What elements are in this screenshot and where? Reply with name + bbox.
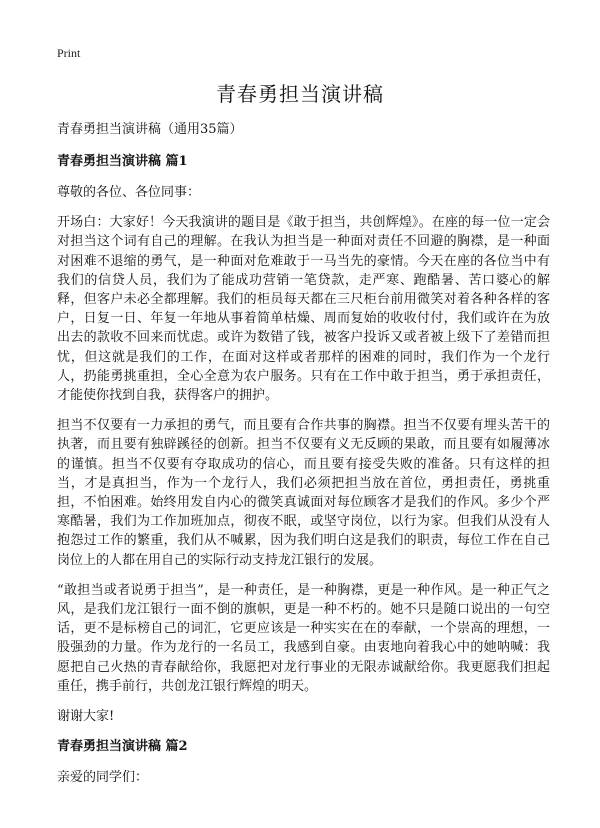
paragraph: “敢担当或者说勇于担当”，是一种责任，是一种胸襟，更是一种作风。是一种正气之风，是我们龙江银行一面不倒的旗帜，更是一种不朽的。她不只是随口说出的一句空话，更不是标榜自己的词汇，它更应该是一种实实在在的奉献，一个崇高的理想，一股强劲的力量。作为龙行的一名员工，我感到自豪。由衷地向着我心中的她呐喊：我愿把自己火热的青春献给你，我愿把对龙行事业的无限赤诚献给你。我更愿我们担起重任，携手前行，共创龙江银行辉煌的明天。 (57, 582, 550, 694)
section-1 (57, 152, 550, 726)
paragraph: 担当不仅要有一力承担的勇气，而且要有合作共事的胸襟。担当不仅要有埋头苦干的执著，而且要有独辟蹊径的创新。担当不仅要有义无反顾的果敢，而且要有如履薄冰的谨慎。担当不仅要有夺取成功的信心，而且要有接受失败的准备。只有这样的担当，才是真担当，作为一个龙行人，我们必须把担当放在首位，勇担责任，勇挑重担，不怕困难。始终用发自内心的微笑真诚面对每位顾客才是我们的作风。多少个严寒酷暑，我们为工作加班加点，彻夜不眠，或坚守岗位，以行为家。但我们从没有人抱怨过工作的繁重，我们从不喊累，因为我们明白这是我们的职责，每位工作在自己岗位上的人都在用自己的实际行动支持龙江银行的发展。 (57, 418, 550, 568)
section-heading: 青春勇担当演讲稿 篇1 (57, 154, 188, 169)
closing-line: 谢谢大家! (57, 709, 115, 725)
paragraph: 开场白：大家好！今天我演讲的题目是《敢于担当，共创辉煌》。在座的每一位一定会对担当这个词有自己的理解。在我认为担当是一种面对责任不回避的胸襟，是一种面对困难不退缩的勇气，是一种面对危难敢于一马当先的豪情。今天在座的各位当中有我们的信贷人员，我们为了能成功营销一笔贷款，走严寒、跑酷暑、苦口婆心的解释，但客户未必全都理解。我们的柜员每天都在三尺柜台前用微笑对着各种各样的客户，日复一日、年复一年地从事着简单枯燥、周而复始的收收付付，我们或许在为放出去的款收不回来而忧虑。或许为数错了钱，被客户投诉又或者被上级下了差错而担忧，但这就是我们的工作，在面对这样或者那样的困难的同时，我们作为一个龙行人，扔能勇挑重担，全心全意为农户服务。只有在工作中敢于担当，勇于承担责任，才能使你找到自我，获得客户的拥护。 (57, 215, 550, 404)
section-heading: 青春勇担当演讲稿 篇2 (57, 739, 188, 755)
section-2 (57, 737, 550, 787)
print-link[interactable]: Print (57, 46, 81, 60)
document-body (57, 120, 550, 798)
document-title: 青春勇担当演讲稿 (216, 82, 384, 106)
salutation: 亲爱的同学们： (57, 770, 149, 786)
document-subtitle: 青春勇担当演讲稿（通用35篇） (57, 122, 243, 137)
salutation: 尊敬的各位、各位同事： (57, 185, 201, 200)
